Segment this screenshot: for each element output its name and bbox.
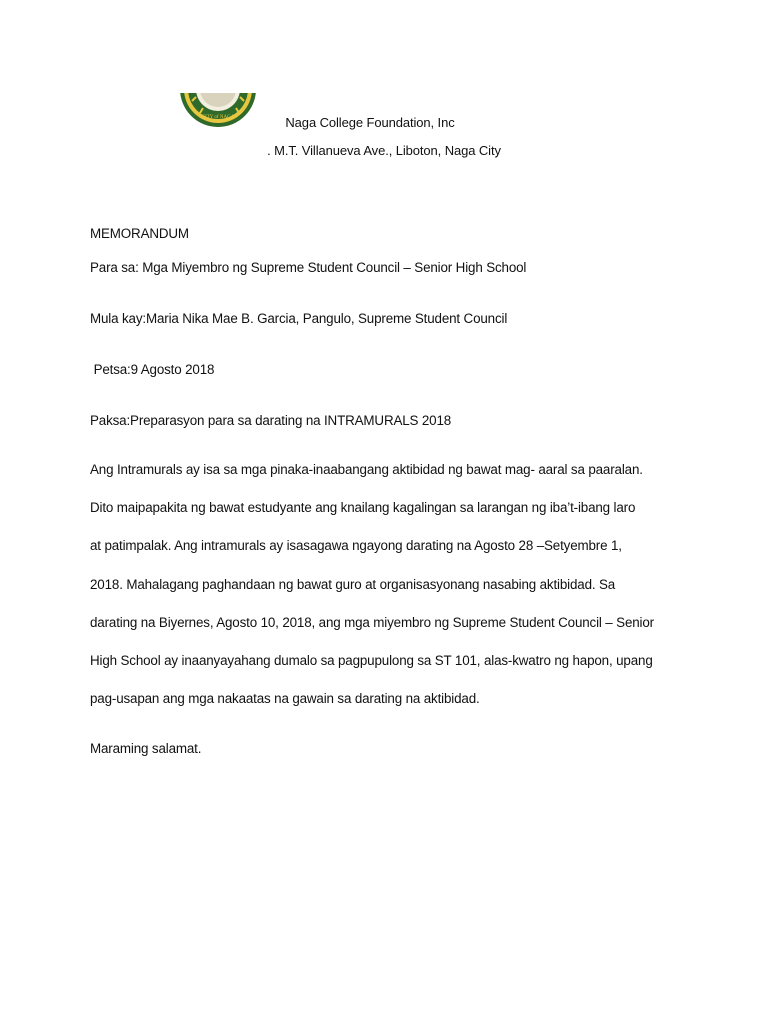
memo-subject: Paksa:Preparasyon para sa darating na INTRAMURALS 2018 [90, 413, 452, 428]
memo-recipient: Para sa: Mga Miyembro ng Supreme Student Council – Senior High School [90, 260, 527, 275]
body-line: High School ay inaanyayahang dumalo sa pagpupulong sa ST 101, alas-kwatro ng hapon, upang [90, 652, 653, 668]
body-line: 2018. Mahalagang paghandaan ng bawat guro at organisasyonang nasabing aktibidad. Sa [90, 576, 616, 592]
body-line: at patimpalak. Ang intramurals ay isasagawa ngayong darating na Agosto 28 –Setyembre 1, [90, 538, 622, 554]
memo-heading: MEMORANDUM [90, 226, 189, 241]
memo-body [90, 460, 690, 727]
body-line: Dito maipapakita ng bawat estudyante ang knailang kagalingan sa larangan ng iba’t-ibang laro [90, 500, 636, 516]
organization-name: Naga College Foundation, Inc [285, 115, 455, 130]
body-line: pag-usapan ang mga nakaatas na gawain sa darating na aktibidad. [90, 691, 480, 707]
memo-date: Petsa:9 Agosto 2018 [90, 362, 215, 377]
body-line: darating na Biyernes, Agosto 10, 2018, ang mga miyembro ng Supreme Student Council – Senior [90, 614, 654, 630]
organization-address: . M.T. Villanueva Ave., Liboton, Naga City [267, 143, 501, 158]
body-line: Ang Intramurals ay isa sa mga pinaka-inaabangang aktibidad ng bawat mag- aaral sa paaralan. [90, 462, 643, 477]
svg-text:CITY of NAGA: CITY of NAGA [201, 115, 235, 120]
memo-closing: Maraming salamat. [90, 741, 202, 756]
memo-sender: Mula kay:Maria Nika Mae B. Garcia, Pangulo, Supreme Student Council [90, 311, 508, 326]
